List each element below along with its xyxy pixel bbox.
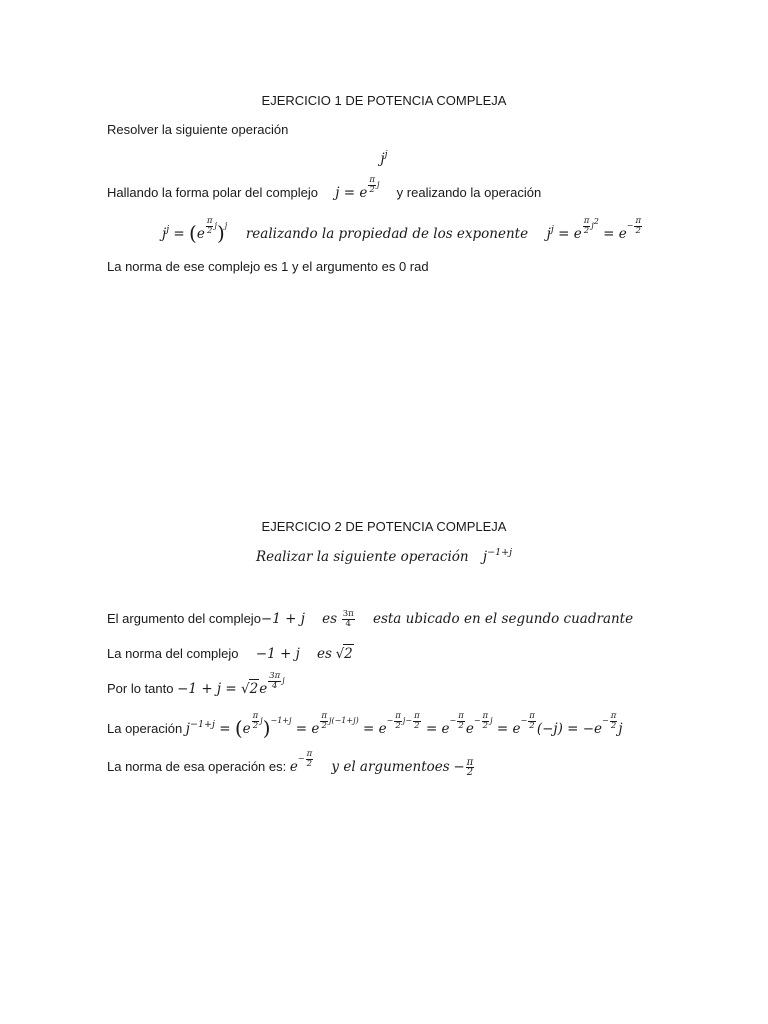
exercise-2-operation: La operación $j^{-1+j} = (e$ $^{\frac{\pi}{2} j}$)$^{-1+j}$ = e $^{\frac{\pi}{2} j(-1+j)} = e^{- \frac{\pi}{2} j- \frac{\pi}{2}}$ = $e^{- \frac{\pi}{2}}$ $e^{- \frac{\pi}{2} j} = e^{- \frac{\pi}{2}}$ $(-j) = -e^{- \frac{\pi}{2}}$ j: [107, 710, 623, 740]
exercise-2-intro: Realizar la siguiente operación $j^{-1+j}$: [255, 547, 513, 565]
therefore-text: Por lo tanto: [107, 681, 174, 696]
exercise-2-title: EJERCICIO 2 DE POTENCIA COMPLEJA: [261, 519, 507, 534]
op-text: La operación: [107, 721, 183, 736]
exercise-1-polar-line: [107, 174, 542, 205]
result-text: La norma de esa operación es:: [107, 759, 287, 774]
exercise-1-expression: $j^j$: [380, 149, 388, 167]
arg-text: El argumento del complejo: [107, 611, 261, 626]
exercise-1-norm: La norma de ese complejo es 1 y el argumento es 0 rad: [107, 259, 429, 274]
norm-text: La norma del complejo: [107, 646, 239, 661]
exercise-2-argument: El argumento del complejo−1 + j es $\frac{3\pi}{4}$ esta ubicado en el segundo cuadrante: [107, 609, 634, 629]
exercise-2-therefore: Por lo tanto −1 + j = √2e $^{\frac{3\pi}{4} j}$: [107, 670, 285, 697]
norm-word: es: [317, 646, 332, 662]
arg-word: es: [322, 611, 338, 627]
polar-text: Hallando la forma polar del complejo: [107, 185, 319, 200]
exercise-1-title: EJERCICIO 1 DE POTENCIA COMPLEJA: [261, 93, 507, 108]
exercise-1-intro: Resolver la siguiente operación: [107, 122, 289, 137]
polar-tail: y realizando la operación: [396, 185, 542, 200]
intro-text: Realizar la siguiente operación: [255, 549, 469, 565]
exercise-1-operation: $j^j = (e$ $^{\frac{\pi}{2} j}$)$^j$ realizando la propiedad de los exponente $j^j = e$ $^{\frac{\pi}{2} j2} = e^{- \frac{\pi}{2}}$: [162, 215, 642, 245]
polar-form: j = e $^{\frac{\pi}{2} j}$: [335, 174, 380, 201]
property-text: realizando la propiedad de los exponente: [245, 226, 529, 242]
arg-tail: esta ubicado en el segundo cuadrante: [372, 611, 634, 627]
exercise-2-norm: La norma del complejo −1 + j es √2: [107, 646, 353, 662]
result-arg: y el argumentoes: [331, 759, 450, 775]
exercise-2-result: La norma de esa operación es: $e^{- \frac{\pi}{2}}$ y el argumentoes − $\frac{\pi}{2}$: [107, 748, 474, 778]
